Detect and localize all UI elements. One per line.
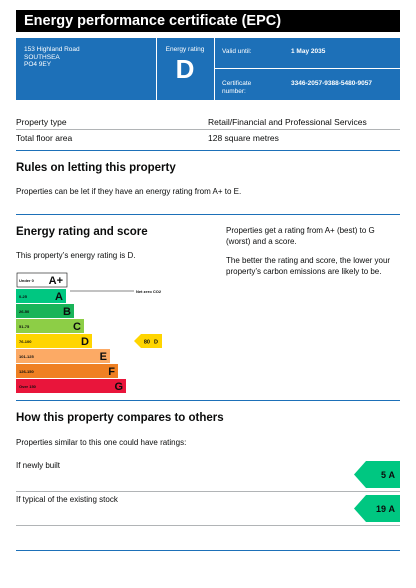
band-letter: A+ bbox=[48, 275, 63, 287]
section-divider bbox=[16, 150, 400, 151]
row-divider bbox=[16, 525, 400, 526]
letting-text: Properties can be let if they have an energy rating from A+ to E. bbox=[16, 187, 242, 196]
address-line: 153 Highland Road bbox=[24, 46, 80, 53]
row-divider bbox=[16, 491, 400, 492]
existing-stock-score: 19 bbox=[375, 504, 386, 514]
energy-rating-label: Energy rating bbox=[165, 46, 205, 53]
summary-box bbox=[16, 38, 400, 100]
newly-built-rating bbox=[354, 461, 400, 488]
newly-built-label: If newly built bbox=[16, 461, 61, 470]
band-range-label: 26-50 bbox=[19, 309, 30, 314]
address-line: PO4 9EY bbox=[24, 61, 52, 68]
divider bbox=[214, 68, 400, 69]
certificate-number-value: 3346-2057-9388-5480-9057 bbox=[291, 80, 372, 87]
energy-rating-letter: D bbox=[175, 54, 195, 84]
divider bbox=[214, 38, 215, 100]
floor-area-row bbox=[16, 133, 400, 143]
band-range-label: 76-100 bbox=[19, 339, 32, 344]
compare-intro: Properties similar to this one could have ratings: bbox=[16, 438, 187, 447]
property-type-value: Retail/Financial and Professional Services bbox=[208, 117, 367, 127]
valid-until-value: 1 May 2035 bbox=[291, 48, 326, 55]
band-letter: D bbox=[81, 336, 89, 348]
band-letter: G bbox=[114, 381, 123, 393]
rating-explanation: Properties get a rating from A+ (best) to G (worst) and a score. bbox=[226, 226, 375, 246]
current-rating-marker bbox=[134, 334, 162, 348]
band-range-label: 0-25 bbox=[19, 294, 28, 299]
newly-built-score: 5 bbox=[380, 470, 386, 480]
score-text: This property’s energy rating is D. bbox=[16, 251, 136, 260]
band-range-label: 126-150 bbox=[19, 369, 34, 374]
existing-stock-letter: A bbox=[388, 504, 395, 514]
energy-rating-chart bbox=[16, 272, 196, 394]
band-letter: F bbox=[108, 366, 115, 378]
property-type-row bbox=[16, 117, 400, 127]
row-divider bbox=[16, 129, 400, 130]
band-letter: A bbox=[55, 291, 63, 303]
band-range-label: 51-75 bbox=[19, 324, 30, 329]
existing-stock-label: If typical of the existing stock bbox=[16, 495, 118, 504]
floor-area-label: Total floor area bbox=[16, 133, 73, 143]
letting-heading: Rules on letting this property bbox=[16, 162, 176, 174]
band-range-label: Under 0 bbox=[19, 278, 34, 283]
section-divider bbox=[16, 214, 400, 215]
compare-heading: How this property compares to others bbox=[16, 412, 224, 424]
current-letter: D bbox=[154, 339, 158, 346]
page-title: Energy performance certificate (EPC) bbox=[16, 10, 400, 32]
current-score: 80 bbox=[143, 339, 150, 346]
floor-area-value: 128 square metres bbox=[208, 133, 279, 143]
address bbox=[24, 46, 80, 69]
net-zero-label: Net zero CO2 bbox=[136, 289, 162, 294]
property-type-label: Property type bbox=[16, 117, 67, 127]
band-letter: E bbox=[99, 351, 107, 363]
existing-stock-rating bbox=[354, 495, 400, 522]
rating-explanation-2: The better the rating and score, the lower your property’s carbon emissions are likely to be. bbox=[226, 256, 391, 276]
section-divider bbox=[16, 550, 400, 551]
band-range-label: Over 150 bbox=[19, 384, 36, 389]
band-range-label: 101-125 bbox=[19, 354, 34, 359]
band-letter: C bbox=[73, 321, 81, 333]
section-divider bbox=[16, 400, 400, 401]
certificate-number-label: Certificate number: bbox=[222, 80, 252, 95]
band-letter: B bbox=[63, 306, 71, 318]
address-line: SOUTHSEA bbox=[24, 53, 60, 61]
valid-until-label: Valid until: bbox=[222, 48, 252, 55]
newly-built-letter: A bbox=[388, 470, 395, 480]
score-heading: Energy rating and score bbox=[16, 226, 148, 238]
